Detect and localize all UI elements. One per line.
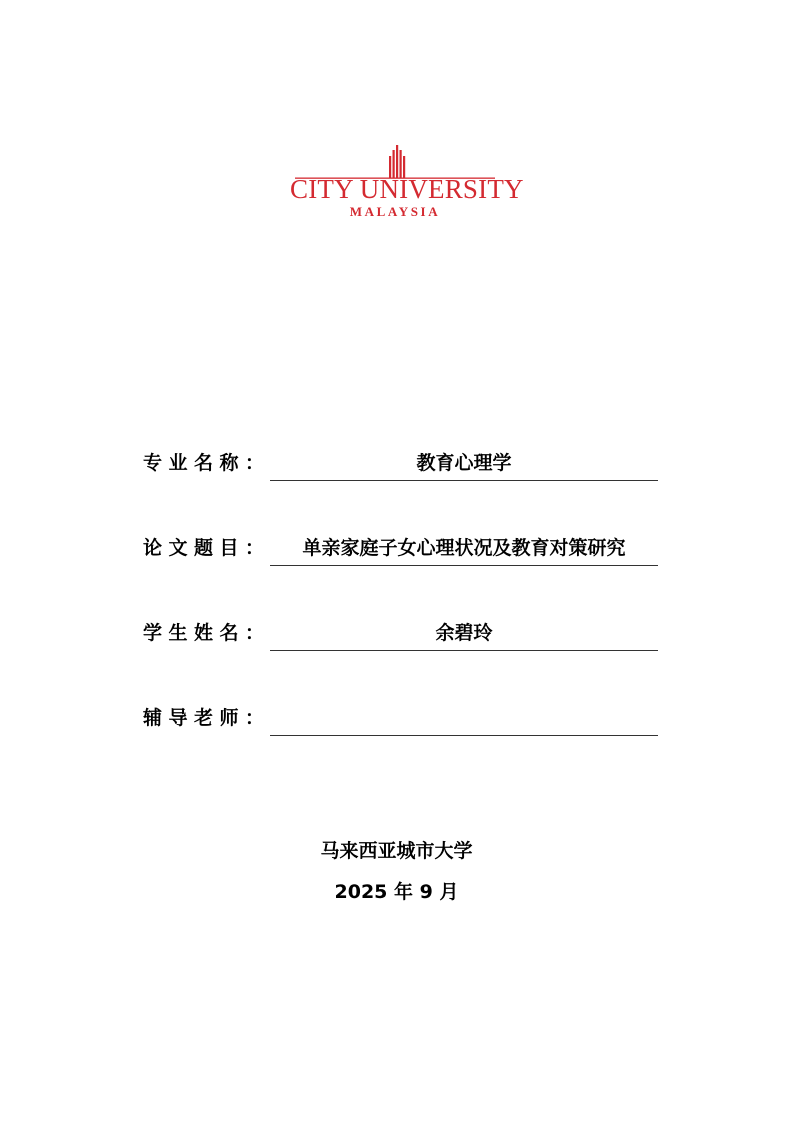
field-student-name [143, 620, 659, 656]
field-thesis-title [143, 535, 659, 571]
field-major-label: 专业名称： [143, 452, 271, 474]
field-advisor [143, 705, 659, 741]
field-major [143, 450, 659, 486]
logo-university-name: CITY UNIVERSITY [290, 174, 524, 204]
field-major-value: 教育心理学 [416, 452, 512, 474]
field-student-name-underline [270, 650, 658, 651]
field-advisor-label: 辅导老师： [143, 707, 271, 729]
submission-date: 2025 年 9 月 [334, 881, 459, 903]
university-logo [290, 140, 524, 225]
field-thesis-title-underline [270, 565, 658, 566]
logo-country: MALAYSIA [349, 204, 441, 219]
institution-name: 马来西亚城市大学 [320, 840, 473, 862]
field-thesis-title-value: 单亲家庭子女心理状况及教育对策研究 [302, 537, 626, 559]
field-thesis-title-label: 论文题目： [143, 537, 271, 559]
field-advisor-underline [270, 735, 658, 736]
field-major-underline [270, 480, 658, 481]
field-student-name-value: 余碧玲 [435, 622, 493, 644]
field-student-name-label: 学生姓名： [143, 622, 271, 644]
